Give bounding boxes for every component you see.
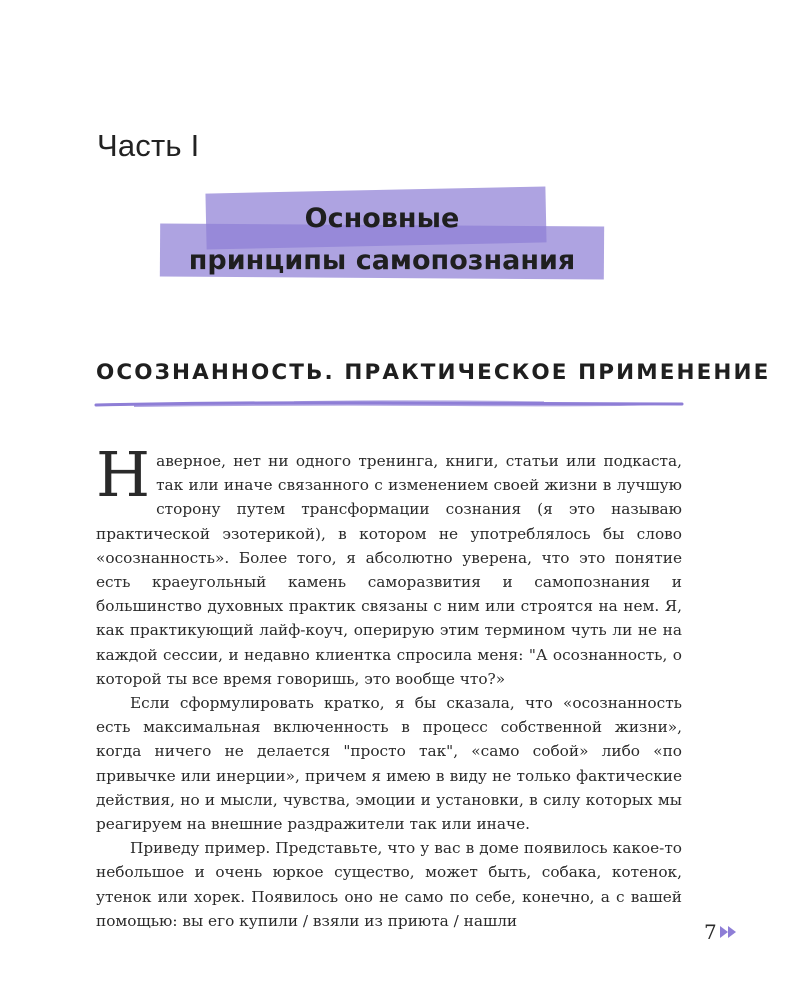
section-heading: ОСОЗНАННОСТЬ. ПРАКТИЧЕСКОЕ ПРИМЕНЕНИЕ — [96, 360, 771, 385]
brush-underline — [94, 396, 684, 412]
part-title: Часть I — [97, 128, 200, 163]
paragraph-1 — [96, 438, 682, 691]
paragraph-2: Если сформулировать кратко, я бы сказала, что «осознанность есть максимальная включенность в процесс собственной жизни», когда ничего не делается "просто так", «само собой» либо «по привычке или инерции», причем я имею в виду не только фактические действия, но и мысли, чувства, эмоции и установки, в силу которых мы реагируем на внешние раздражители так или иначе. — [96, 694, 682, 834]
page-number: 7 — [704, 920, 717, 944]
chapter-title — [160, 198, 604, 282]
paragraph-1-text: аверное, нет ни одного тренинга, книги, статьи или подкаста, так или иначе связанного с изменением своей жизни в лучшую сторону путем трансформации сознания (я это называю практической эзотерикой), в котором не употреблялось бы слово «осознанность». Более того, я абсолютно уверена, что это понятие есть краеугольный камень саморазвития и самопознания и большинство духовных практик связаны с ним или строятся на нем. Я, как практикующий лайф-коуч, оперирую этим термином чуть ли не на каждой сессии, и недавно клиентка спросила меня: "А осознанность, о которой ты все время говоришь, это вообще что?» — [96, 452, 682, 688]
chapter-title-line1: Основные — [304, 203, 460, 234]
paragraph-3: Приведу пример. Представьте, что у вас в доме появилось какое-то небольшое и очень юркое существо, может быть, собака, котенок, утенок или хорек. Появилось оно не само по себе, конечно, а с вашей помощью: вы его купили / взяли из приюта / нашли — [96, 839, 682, 930]
double-chevron-right-icon — [720, 926, 738, 938]
body-text — [96, 438, 682, 933]
chapter-title-line2: принципы самопознания — [188, 245, 576, 276]
drop-cap: Н — [96, 438, 151, 511]
